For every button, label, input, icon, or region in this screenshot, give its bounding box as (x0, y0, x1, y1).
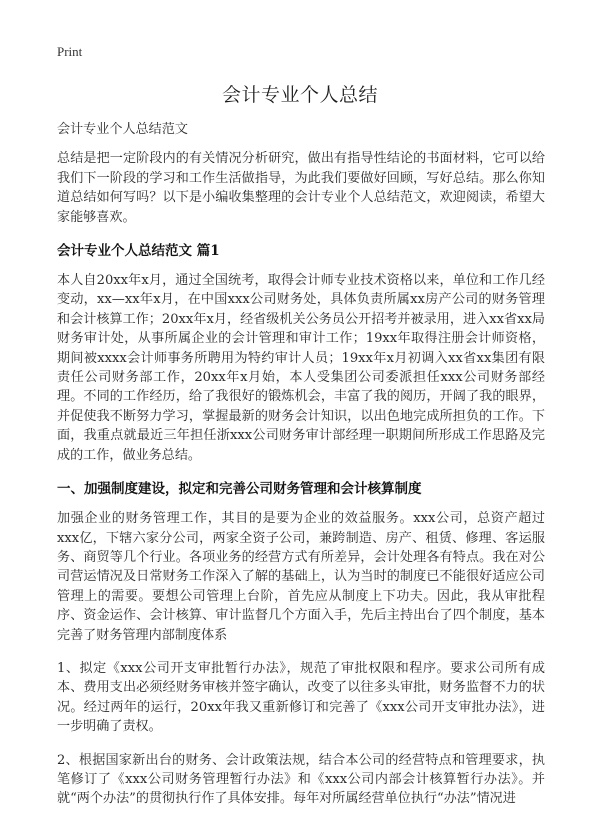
article-paragraph: 本人自20xx年x月，通过全国统考，取得会计师专业技术资格以来，单位和工作几经变动，xx—xx年x月，在中国xxx公司财务处，具体负责所属xx房产公司的财务管理和会计核算工作；20xx年x月，经省级机关公务员公开招考并被录用，进入xx省xx局财务审计处，从事所属企业的会计管理和审计工作；19xx年取得注册会计师资格，期间被xxxx会计师事务所聘用为特约审计人员；19xx年x月初调入xx省xx集团有限责任公司财务部工作，20xx年x月始，本人受集团公司委派担任xxx公司财务部经理。不同的工作经历，给了我很好的锻炼机会，丰富了我的阅历，开阔了我的眼界，并促使我不断努力学习，掌握最新的财务会计知识，以出色地完成所担负的工作。下面，我重点就最近三年担任浙xxx公司财务审计部经理一职期间所形成工作思路及完成的工作，做业务总结。 (57, 273, 545, 463)
page-title: 会计专业个人总结 (221, 84, 378, 106)
intro-paragraph: 总结是把一定阶段内的有关情况分析研究，做出有指导性结论的书面材料，它可以给我们下一阶段的学习和工作生活做指导，为此我们要做好回顾，写好总结。那么你知道总结如何写吗？以下是小编收集整理的会计专业个人总结范文，欢迎阅读，希望大家能够喜欢。 (57, 151, 545, 225)
section-heading: 一、加强制度建设，拟定和完善公司财务管理和会计核算制度 (57, 481, 422, 498)
list-item-1: 1、拟定《xxx公司开支审批暂行办法》，规范了审批权限和程序。要求公司所有成本、费用支出必须经财务审核并签字确认，改变了以往多头审批，财务监督不力的状况。经过两年的运行，20xx年我又重新修订和完善了《xxx公司开支审批办法》，进一步明确了责权。 (57, 660, 545, 735)
document-body (57, 120, 545, 823)
section-paragraph: 加强企业的财务管理工作，其目的是要为企业的效益服务。xxx公司，总资产超过xxx亿，下辖六家分公司，两家全资子公司，兼跨制造、房产、租赁、修理、客运服务、商贸等几个行业。各项业务的经营方式有所差异，会计处理各有特点。我在对公司营运情况及日常财务工作深入了解的基础上，认为当时的制度已不能很好适应公司管理上的需要。要想公司管理上台阶，首先应从制度上下功夫。因此，我从审批程序、资金运作、会计核算、审计监督几个方面入手，先后主持出台了四个制度，基本完善了财务管理内部制度体系 (57, 511, 545, 643)
list-item-2: 2、根据国家新出台的财务、会计政策法规，结合本公司的经营特点和管理要求，执笔修订了《xxx公司财务管理暂行办法》和《xxx公司内部会计核算暂行办法》。并就“两个办法”的贯彻执行作了具体安排。每年对所属经营单位执行“办法”情况进 (57, 752, 545, 807)
document-subtitle: 会计专业个人总结范文 (57, 122, 188, 137)
print-link[interactable]: Print (57, 44, 83, 59)
article-heading: 会计专业个人总结范文 篇1 (57, 243, 220, 260)
